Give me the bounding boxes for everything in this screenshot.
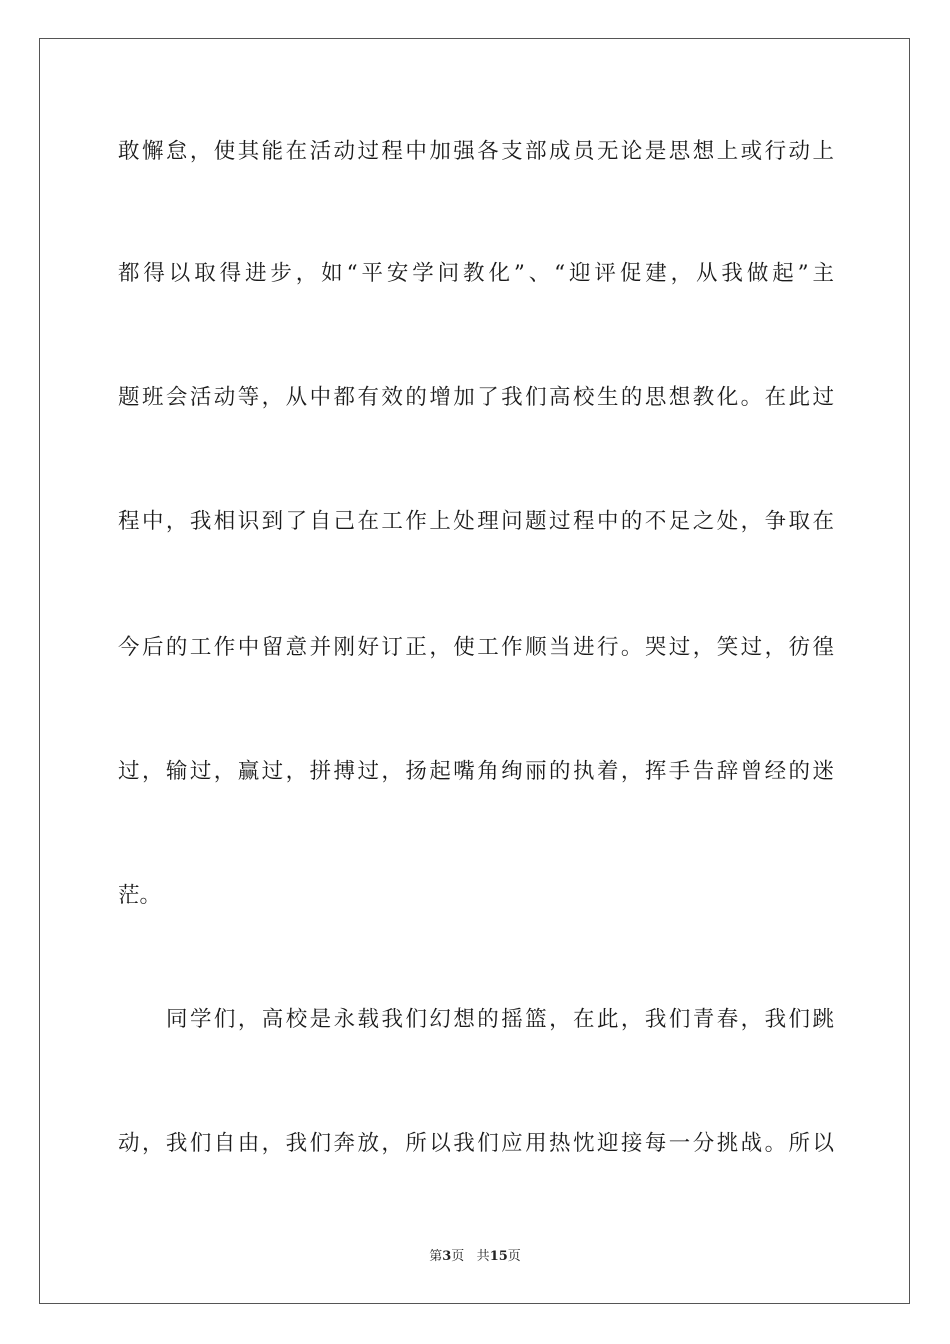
- text-line: 都得以取得进步，如“平安学问教化”、“迎评促建，从我做起”主: [118, 261, 834, 286]
- page-suffix: 页: [451, 1249, 465, 1264]
- total-suffix: 页: [507, 1249, 521, 1264]
- text-line: 程中，我相识到了自己在工作上处理问题过程中的不足之处，争取在: [118, 509, 834, 534]
- paragraph-first-line: 同学们，高校是永载我们幻想的摇篮，在此，我们青春，我们跳: [166, 1007, 834, 1032]
- text-line: 今后的工作中留意并刚好订正，使工作顺当进行。哭过，笑过，彷徨: [118, 635, 834, 660]
- total-prefix: 共: [476, 1249, 490, 1264]
- text-line: 题班会活动等，从中都有效的增加了我们高校生的思想教化。在此过: [118, 385, 834, 410]
- page-prefix: 第: [429, 1249, 443, 1264]
- page-footer: [0, 1249, 950, 1265]
- text-line: 茫。: [118, 883, 162, 908]
- text-line: 动，我们自由，我们奔放，所以我们应用热忱迎接每一分挑战。所以: [118, 1131, 834, 1156]
- total-pages: 15: [489, 1249, 508, 1264]
- text-line: 过，输过，赢过，拼搏过，扬起嘴角绚丽的执着，挥手告辞曾经的迷: [118, 759, 834, 784]
- page-number: 3: [442, 1249, 452, 1264]
- page-border: [39, 38, 910, 1304]
- text-line: 敢懈怠，使其能在活动过程中加强各支部成员无论是思想上或行动上: [118, 139, 834, 164]
